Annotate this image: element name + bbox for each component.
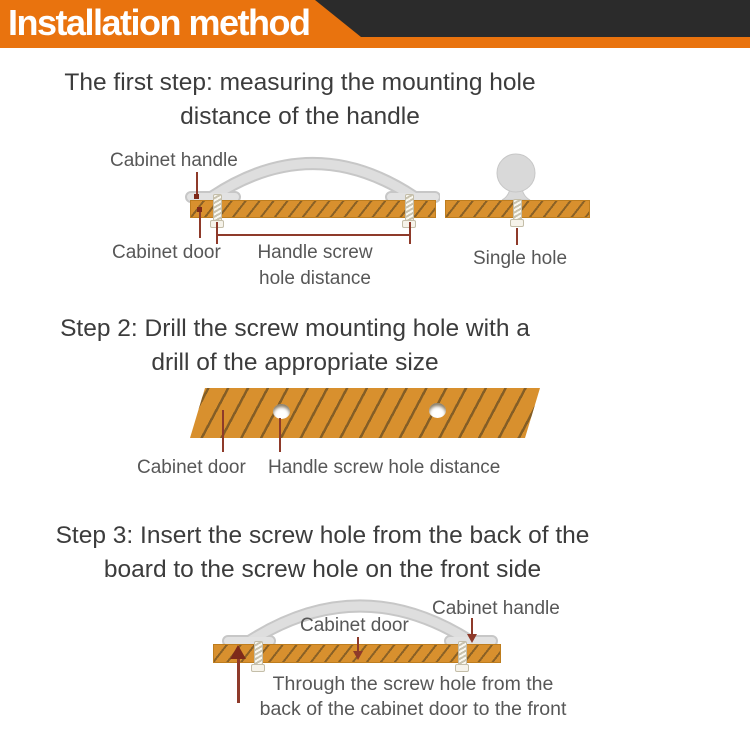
pointer-line [199, 212, 201, 238]
knob-illustration [494, 152, 540, 202]
step1-heading-line2: distance of the handle [180, 103, 420, 130]
header-dark-ribbon [315, 0, 750, 37]
down-arrow-icon [353, 651, 363, 660]
label-handle-screw-distance: Handle screw hole distance [257, 242, 373, 289]
label-cabinet-handle: Cabinet handle [432, 598, 560, 619]
screw-icon [458, 641, 467, 666]
label-cabinet-handle: Cabinet handle [110, 150, 238, 171]
screw-icon [254, 641, 263, 666]
drill-hole [273, 404, 290, 419]
pointer-line [222, 410, 224, 452]
screw-nut-icon [455, 664, 469, 672]
label-cabinet-door: Cabinet door [300, 615, 409, 636]
dimension-line [216, 234, 411, 236]
pointer-line [196, 172, 198, 196]
header-bar [0, 0, 750, 48]
step3-heading [0, 519, 645, 587]
step3-heading-line2: board to the screw hole on the front side [103, 556, 542, 583]
step2-heading-line2: drill of the appropriate size [151, 349, 439, 376]
step1-heading-line1: The first step: measuring the mounting hole [64, 69, 536, 96]
label-single-hole: Single hole [473, 248, 568, 269]
step2-heading [0, 312, 590, 380]
dimension-tick-right [409, 222, 411, 244]
down-arrow-icon [467, 634, 477, 643]
drilled-board-illustration [190, 388, 540, 438]
label-screw-hole-distance: Handle screw hole distance [268, 457, 501, 478]
screw-icon [405, 194, 414, 221]
label-cabinet-door: Cabinet door [112, 242, 221, 263]
up-arrow-icon [230, 645, 246, 659]
screw-icon [213, 194, 222, 221]
pointer-line [279, 418, 281, 452]
page-title: Installation method [8, 2, 310, 43]
cabinet-door-board [190, 200, 436, 218]
label-cabinet-door: Cabinet door [137, 457, 246, 478]
step2-heading-line1: Step 2: Drill the screw mounting hole with a [60, 315, 530, 342]
screw-icon [513, 199, 522, 220]
screw-nut-icon [251, 664, 265, 672]
step1-heading [0, 66, 600, 134]
step3-heading-line1: Step 3: Insert the screw hole from the back of the [55, 522, 590, 549]
label-through-screw-hole: Through the screw hole from the back of the cabinet door to the front [259, 673, 567, 720]
screw-nut-icon [510, 219, 524, 227]
pointer-line [516, 228, 518, 245]
drill-hole [429, 403, 446, 418]
pointer-dot [194, 194, 199, 199]
